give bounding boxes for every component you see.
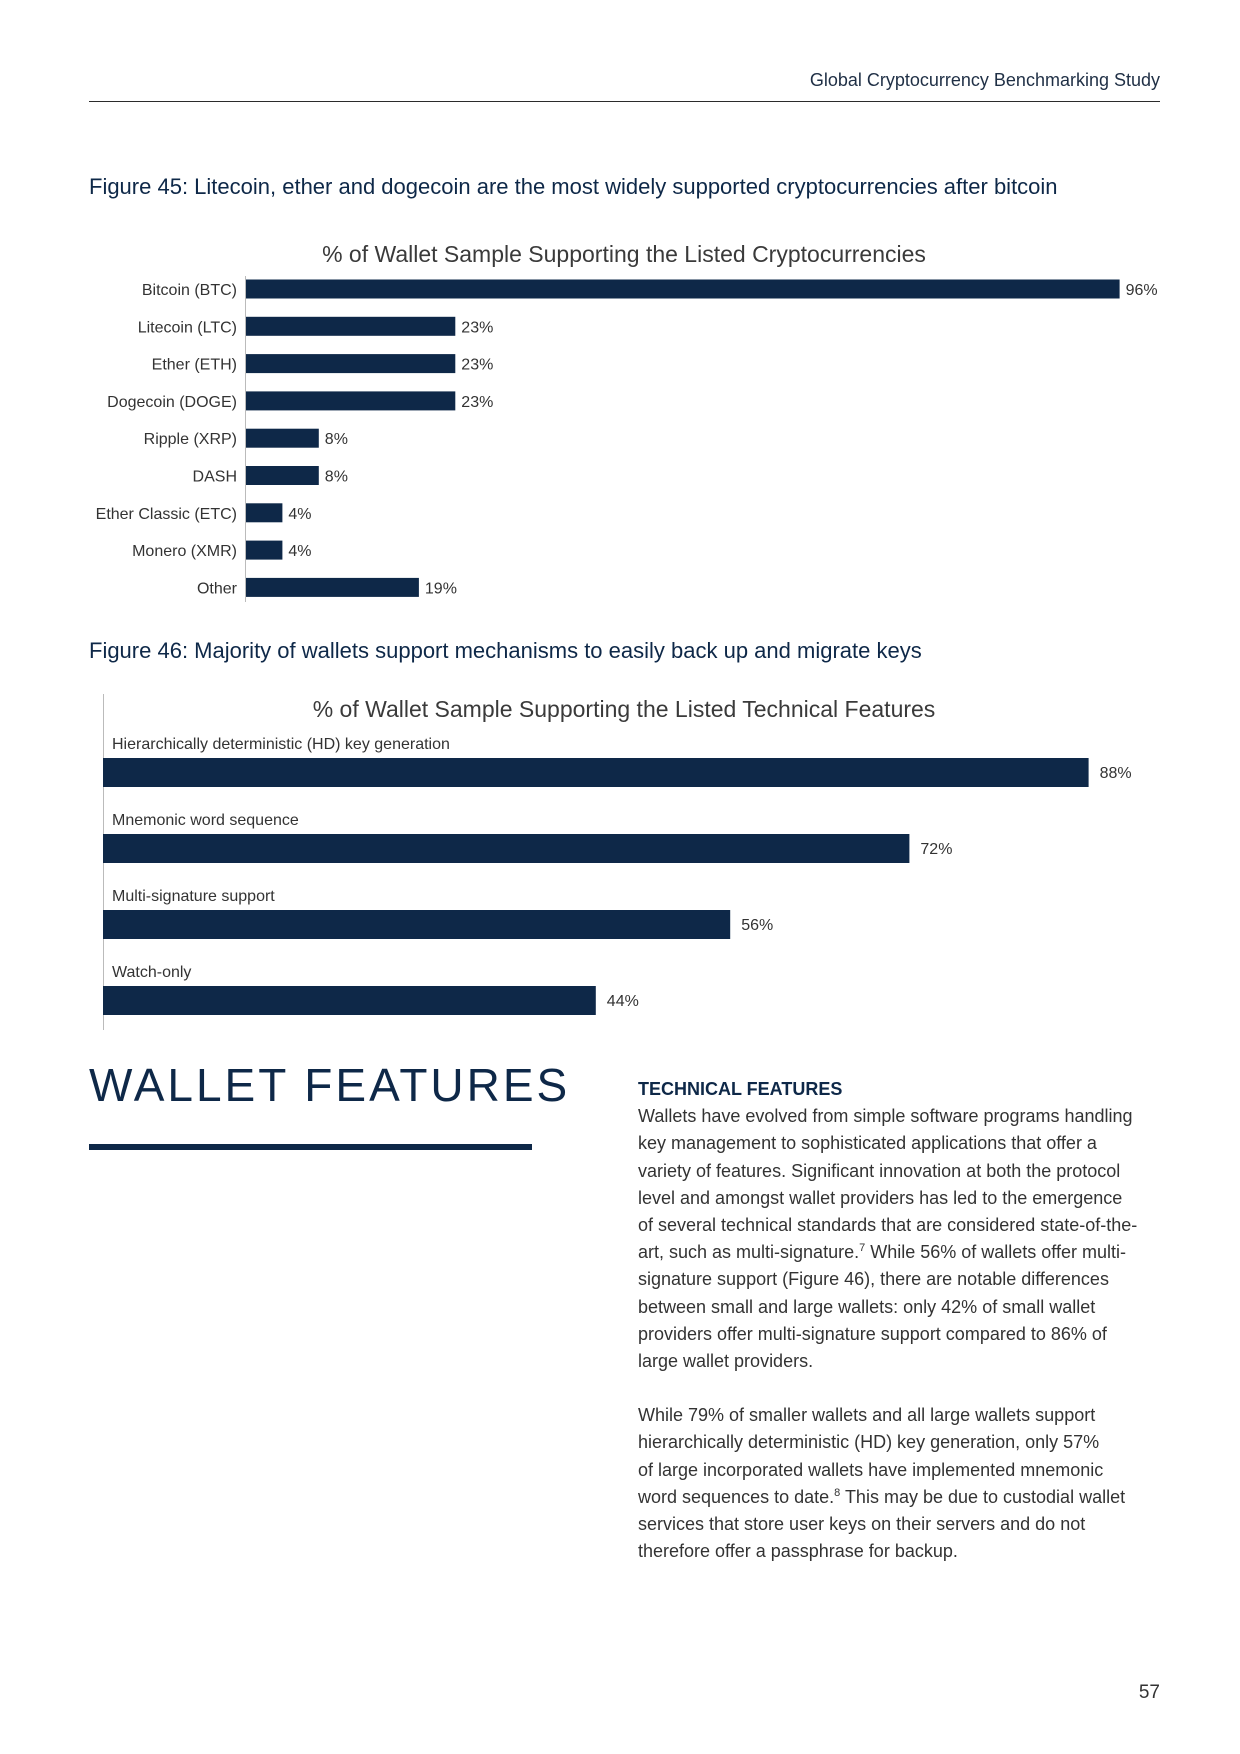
category-label: Ether Classic (ETC)	[95, 505, 237, 523]
category-label: Monero (XMR)	[132, 543, 237, 561]
bar	[246, 541, 282, 560]
feature-label: Watch-only	[112, 964, 192, 981]
category-label: Ether (ETH)	[151, 356, 237, 374]
bar	[246, 466, 319, 485]
chart-title: % of Wallet Sample Supporting the Listed Technical Features	[312, 696, 936, 722]
subheading: TECHNICAL FEATURES	[638, 1079, 843, 1099]
figure-46-caption: Figure 46: Majority of wallets support mechanisms to easily back up and migrate keys	[89, 638, 922, 663]
bar	[103, 834, 909, 863]
body-column	[638, 1076, 1160, 1565]
footnote-ref-7[interactable]: 7	[859, 1242, 866, 1255]
value-label: 8%	[324, 468, 348, 486]
section-heading: WALLET FEATURES	[89, 1059, 571, 1111]
bar	[246, 578, 419, 597]
category-label: Ripple (XRP)	[143, 431, 237, 449]
feature-label: Multi-signature support	[112, 888, 275, 905]
value-label: 8%	[324, 431, 348, 449]
section-rule	[89, 1144, 532, 1150]
footnote-ref-8[interactable]: 8	[834, 1486, 841, 1499]
value-label: 23%	[461, 356, 494, 374]
paragraph-1-text-a: Wallets have evolved from simple software programs handling key management to sophisticated applications that offer a variety of features. Significant innovation at both the protocol level and amongst wallet providers has led to the emergence of several technical standards that are considered state-of-the- art, such as multi-signature.	[638, 1106, 1138, 1263]
category-label: DASH	[192, 468, 237, 486]
value-label: 19%	[424, 580, 457, 598]
running-header: Global Cryptocurrency Benchmarking Study	[809, 70, 1160, 90]
feature-label: Mnemonic word sequence	[112, 812, 299, 829]
category-label: Bitcoin (BTC)	[141, 282, 237, 299]
crypto-support-chart	[0, 230, 1240, 610]
feature-label: Hierarchically deterministic (HD) key generation	[112, 736, 450, 753]
paragraph-2-text-b: This may be due to custodial wallet services that store user keys on their servers and do not therefore offer a passphrase for backup.	[638, 1486, 1126, 1562]
bar	[103, 910, 730, 939]
category-label: Other	[196, 580, 237, 598]
value-label: 72%	[920, 841, 953, 858]
paragraph-1	[638, 1103, 1160, 1375]
bar	[246, 391, 455, 410]
category-label: Litecoin (LTC)	[137, 319, 237, 337]
value-label: 44%	[606, 993, 639, 1010]
bar	[246, 503, 282, 522]
value-label: 96%	[1125, 282, 1158, 299]
value-label: 88%	[1099, 765, 1132, 782]
feature-support-chart	[0, 690, 1240, 1030]
bar	[246, 354, 455, 373]
bar	[246, 317, 455, 336]
paragraph-2-text-a: While 79% of smaller wallets and all large wallets support hierarchically deterministic (HD) key generation, only 57% of large incorporated wallets have implemented mnemonic word sequences to date.	[638, 1405, 1104, 1507]
header-rule	[89, 101, 1160, 102]
bar	[246, 429, 319, 448]
figure-45-caption: Figure 45: Litecoin, ether and dogecoin are the most widely supported cryptocurrencies after bitcoin	[89, 174, 1058, 199]
value-label: 23%	[461, 393, 494, 411]
paragraph-1-text-b: While 56% of wallets offer multi- signature support (Figure 46), there are notable differences between small and large wallets: only 42% of small wallet providers offer multi-signature support compared to 86% of large wallet providers.	[638, 1242, 1126, 1372]
category-label: Dogecoin (DOGE)	[107, 393, 237, 411]
chart-title: % of Wallet Sample Supporting the Listed Cryptocurrencies	[322, 241, 926, 267]
page-number: 57	[1138, 1682, 1160, 1703]
paragraph-2	[638, 1402, 1160, 1565]
bar	[103, 758, 1089, 787]
value-label: 4%	[288, 543, 312, 561]
value-label: 56%	[741, 917, 774, 934]
bar	[103, 986, 596, 1015]
bar	[246, 280, 1120, 299]
value-label: 23%	[461, 319, 494, 337]
value-label: 4%	[288, 505, 312, 523]
paragraph-gap	[638, 1375, 1160, 1402]
